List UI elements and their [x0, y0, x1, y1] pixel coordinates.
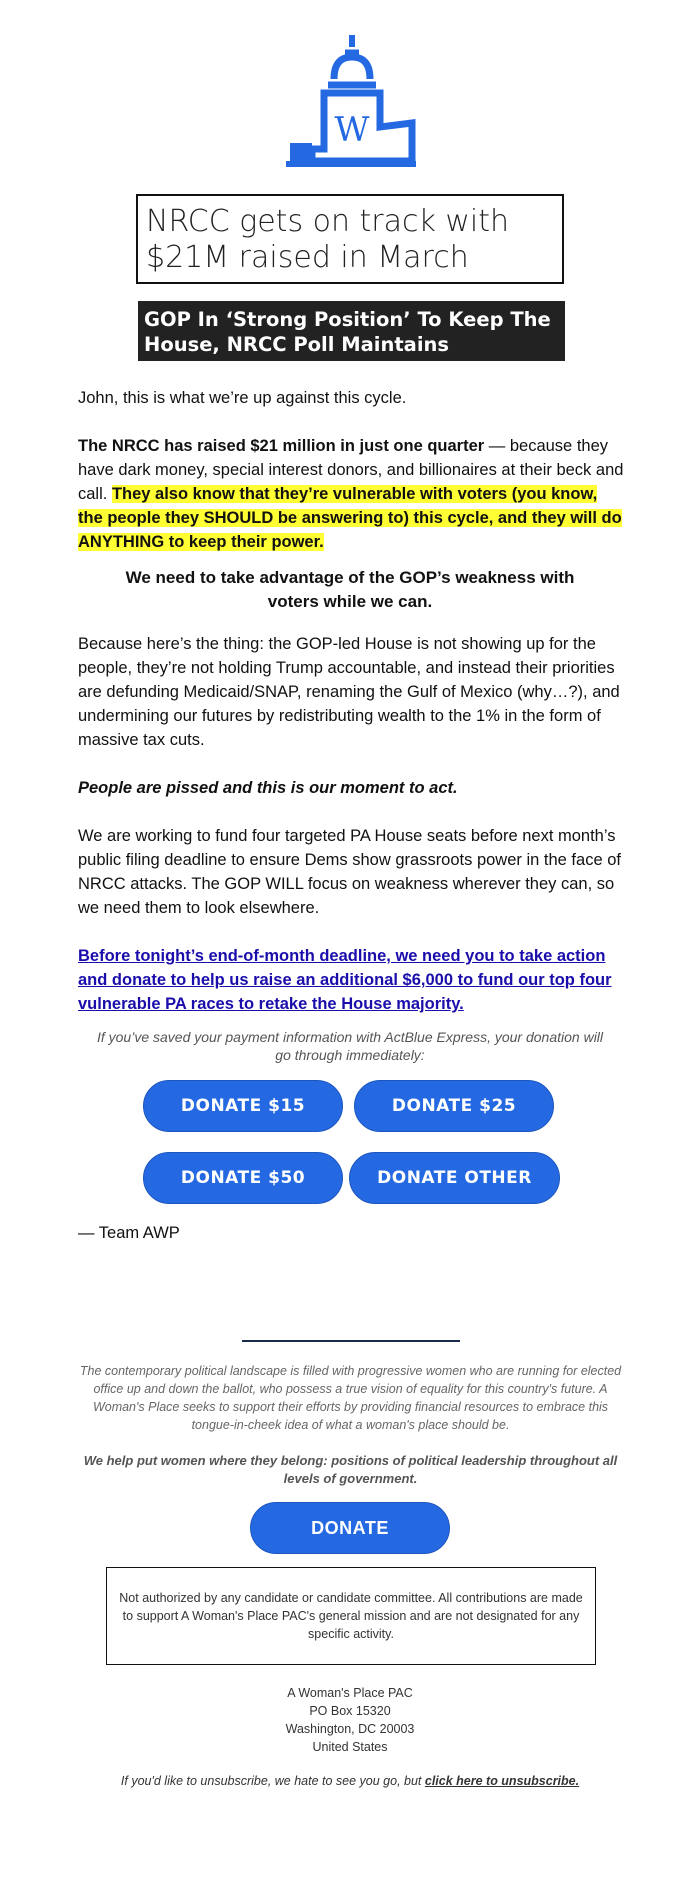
actblue-note: If you’ve saved your payment information with ActBlue Express, your donation will go through immediately:	[96, 1029, 604, 1063]
paragraph-nrcc	[78, 434, 626, 554]
disclaimer-text: Not authorized by any candidate or candidate committee. All contributions are made to support A Woman's Place PAC's general mission and are not designated for any specific activity.	[119, 1591, 583, 1641]
paragraph-pa-seats: We are working to fund four targeted PA House seats before next month’s public filing deadline to ensure Dems show grassroots power in the face of NRCC attacks. The GOP WILL focus on weakness wherever they can, so we need them to look elsewhere.	[78, 827, 621, 917]
disclaimer-box	[106, 1567, 596, 1665]
donate-25-button[interactable]: DONATE $25	[354, 1080, 554, 1132]
address-line-2: PO Box 15320	[309, 1704, 391, 1718]
paragraph-nrcc-highlight: They also know that they’re vulnerable with voters (you know, the people they SHOULD be answering to) this cycle, and they will do ANYTHING to keep their power.	[78, 485, 622, 551]
footer-donate-button[interactable]: DONATE	[250, 1502, 450, 1554]
footer-tagline: We help put women where they belong: positions of political leadership throughout all levels of government.	[83, 1453, 618, 1486]
headline-text: NRCC gets on track with $21M raised in March	[146, 204, 510, 275]
paragraph-nrcc-bold: The NRCC has raised $21 million in just one quarter	[78, 437, 485, 455]
logo-letter: W	[334, 110, 370, 150]
unsubscribe-prefix: If you'd like to unsubscribe, we hate to see you go, but	[120, 1774, 425, 1788]
paragraph-gop: Because here’s the thing: the GOP-led House is not showing up for the people, they’re not holding Trump accountable, and instead their priorities are defunding Medicaid/SNAP, renaming the Gulf of Mexico (why…?), and undermining our futures by redistributing wealth to the 1% in the form of massive tax cuts.	[78, 635, 620, 749]
donate-50-button[interactable]: DONATE $50	[143, 1152, 343, 1204]
address-line-4: United States	[312, 1740, 388, 1754]
call-to-action-heading: We need to take advantage of the GOP’s weakness with voters while we can.	[125, 568, 575, 611]
unsubscribe-line	[60, 1772, 640, 1790]
headline-box	[136, 194, 564, 284]
signoff: — Team AWP	[78, 1224, 180, 1242]
paragraph-nrcc-rest: — because they have dark money, special interest donors, and billionaires at their beck and call.	[78, 437, 624, 503]
mailing-address	[200, 1684, 500, 1756]
news-banner-text: GOP In ‘Strong Position’ To Keep The House, NRCC Poll Maintains	[144, 308, 551, 356]
address-line-3: Washington, DC 20003	[285, 1722, 415, 1736]
footer-divider	[242, 1340, 460, 1342]
address-line-1: A Woman's Place PAC	[287, 1686, 413, 1700]
paragraph-moment: People are pissed and this is our moment to act.	[78, 779, 458, 797]
donate-15-button[interactable]: DONATE $15	[143, 1080, 343, 1132]
awp-capitol-logo	[282, 33, 422, 173]
donate-deadline-link[interactable]: Before tonight’s end-of-month deadline, we need you to take action and donate to help us raise an additional $6,000 to fund our top four vulnerable PA races to retake the House majority.	[78, 947, 612, 1013]
unsubscribe-link[interactable]: click here to unsubscribe.	[424, 1774, 580, 1788]
news-banner	[138, 301, 565, 361]
footer-mission: The contemporary political landscape is filled with progressive women who are running for elected office up and down the ballot, who possess a true vision of equality for this country's future. A Woman's Place seeks to support their efforts by providing financial resources to embrace this tongue-in-cheek idea of what a woman's place should be.	[79, 1364, 622, 1432]
donate-other-button[interactable]: DONATE OTHER	[349, 1152, 560, 1204]
greeting: John, this is what we’re up against this cycle.	[78, 389, 407, 407]
